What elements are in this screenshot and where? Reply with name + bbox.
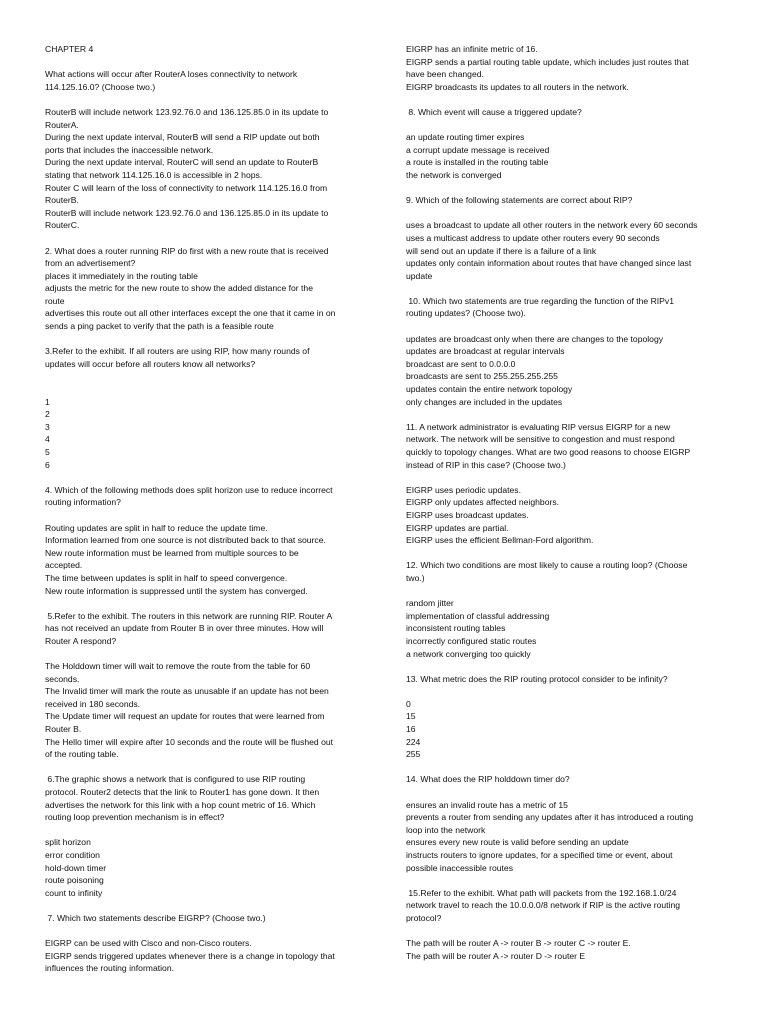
text-line: RouterB will include network 123.92.76.0 and 136.125.85.0 in its update to bbox=[45, 106, 329, 117]
blank-line bbox=[45, 232, 365, 245]
text-line: The Hello timer will expire after 10 seconds and the route will be flushed out bbox=[45, 736, 334, 747]
blank-line bbox=[45, 370, 365, 383]
text-line: sends a ping packet to verify that the path is a feasible route bbox=[45, 321, 274, 332]
text-line: RouterB. bbox=[45, 195, 79, 206]
text-line: advertises this route out all other interfaces except the one that it came in on bbox=[45, 308, 336, 319]
text-line: protocol. Router2 detects that the link to Router1 has gone down. It then bbox=[45, 787, 320, 798]
text-line: ensures an invalid route has a metric of 15 bbox=[406, 799, 568, 810]
blank-line bbox=[45, 761, 365, 774]
text-line: network travel to reach the 10.0.0.0/8 network if RIP is the active routing bbox=[406, 900, 681, 911]
text-line: inconsistent routing tables bbox=[406, 623, 506, 634]
text-line: New route information is suppressed until the system has converged. bbox=[45, 585, 308, 596]
text-line: 6.The graphic shows a network that is configured to use RIP routing bbox=[45, 774, 306, 785]
text-line: The path will be router A -> router B -> router C -> router E. bbox=[406, 938, 631, 949]
text-line: ports that includes the inaccessible network. bbox=[45, 144, 214, 155]
blank-line bbox=[406, 786, 724, 799]
text-line: adjusts the metric for the new route to show the added distance for the bbox=[45, 283, 313, 294]
text-line: 10. Which two statements are true regarding the function of the RIPv1 bbox=[406, 295, 674, 306]
text-line: two.) bbox=[406, 572, 425, 583]
text-line: 2 bbox=[45, 409, 50, 420]
text-line: 14. What does the RIP holddown timer do? bbox=[406, 774, 570, 785]
text-line: RouterC. bbox=[45, 220, 80, 231]
text-line: stating that network 114.125.16.0 is accessible in 2 hops. bbox=[45, 169, 263, 180]
text-line: updates are broadcast at regular intervals bbox=[406, 346, 565, 357]
text-line: The Holddown timer will wait to remove the route from the table for 60 bbox=[45, 661, 311, 672]
text-line: protocol? bbox=[406, 912, 442, 923]
text-line: 2. What does a router running RIP do first with a new route that is received bbox=[45, 245, 329, 256]
text-line: 4. Which of the following methods does split horizon use to reduce incorrect bbox=[45, 484, 333, 495]
text-line: instructs routers to ignore updates, for a specified time or event, about bbox=[406, 850, 673, 860]
text-line: The Invalid timer will mark the route as unusable if an update has not been bbox=[45, 686, 329, 697]
text-line: of the routing table. bbox=[45, 749, 119, 760]
blank-line bbox=[406, 320, 724, 333]
text-line: hold-down timer bbox=[45, 862, 107, 873]
text-line: During the next update interval, RouterC will send an update to RouterB bbox=[45, 157, 319, 168]
text-line: 1 bbox=[45, 396, 50, 407]
text-line: 0 bbox=[406, 698, 411, 709]
text-line: update bbox=[406, 270, 433, 281]
text-line: 4 bbox=[45, 434, 50, 445]
text-line: What actions will occur after RouterA loses connectivity to network bbox=[45, 69, 298, 80]
text-line: a network converging too quickly bbox=[406, 648, 531, 659]
text-line: 5.Refer to the exhibit. The routers in this network are running RIP. Router A bbox=[45, 610, 333, 621]
text-line: 13. What metric does the RIP routing protocol consider to be infinity? bbox=[406, 673, 668, 684]
text-line: 5 bbox=[45, 447, 50, 457]
text-line: ensures every new route is valid before sending an update bbox=[406, 837, 629, 848]
text-line: received in 180 seconds. bbox=[45, 698, 141, 709]
text-line: Information learned from one source is not distributed back to that source. bbox=[45, 535, 326, 546]
text-line: possible inaccessible routes bbox=[406, 862, 514, 873]
text-line: 8. Which event will cause a triggered update? bbox=[406, 106, 582, 117]
text-line: RouterA. bbox=[45, 119, 79, 130]
text-line: RouterB will include network 123.92.76.0 and 136.125.85.0 in its update to bbox=[45, 207, 329, 218]
blank-line bbox=[406, 182, 724, 195]
text-line: EIGRP updates are partial. bbox=[406, 522, 509, 533]
blank-line bbox=[45, 383, 365, 396]
text-line: 3.Refer to the exhibit. If all routers are using RIP, how many rounds of bbox=[45, 346, 310, 357]
blank-line bbox=[406, 761, 724, 774]
text-line: The time between updates is split in half to speed convergence. bbox=[45, 572, 288, 583]
text-line: loop into the network bbox=[406, 824, 486, 835]
blank-line bbox=[45, 899, 365, 912]
text-line: places it immediately in the routing table bbox=[45, 270, 198, 281]
text-line: routing information? bbox=[45, 497, 121, 508]
text-line: only changes are included in the updates bbox=[406, 396, 563, 407]
text-line: incorrectly configured static routes bbox=[406, 635, 537, 646]
text-line: accepted. bbox=[45, 560, 83, 571]
text-line: 3 bbox=[45, 421, 50, 432]
text-line: 12. Which two conditions are most likely to cause a routing loop? (Choose bbox=[406, 560, 688, 571]
blank-line bbox=[406, 685, 724, 698]
blank-line bbox=[45, 333, 365, 346]
text-line: error condition bbox=[45, 850, 100, 860]
text-line: EIGRP broadcasts its updates to all routers in the network. bbox=[406, 81, 629, 92]
text-line: 11. A network administrator is evaluating RIP versus EIGRP for a new bbox=[406, 421, 671, 432]
text-line: 224 bbox=[406, 736, 421, 747]
text-line: a corrupt update message is received bbox=[406, 144, 550, 155]
text-line: a route is installed in the routing table bbox=[406, 157, 549, 168]
blank-line bbox=[406, 471, 724, 484]
blank-line bbox=[406, 660, 724, 673]
blank-line bbox=[45, 824, 365, 837]
text-line: influences the routing information. bbox=[45, 963, 174, 974]
text-line: Router B. bbox=[45, 724, 82, 735]
text-line: EIGRP sends triggered updates whenever there is a change in topology that bbox=[45, 950, 335, 961]
text-line: an update routing timer expires bbox=[406, 132, 525, 143]
text-line: has not received an update from Router B in over three minutes. How will bbox=[45, 623, 324, 634]
text-line: EIGRP has an infinite metric of 16. bbox=[406, 44, 538, 54]
text-line: will send out an update if there is a failure of a link bbox=[406, 245, 597, 256]
text-line: network. The network will be sensitive to congestion and must respond bbox=[406, 434, 675, 445]
text-line: EIGRP can be used with Cisco and non-Cisco routers. bbox=[45, 938, 252, 949]
text-line: EIGRP only updates affected neighbors. bbox=[406, 497, 560, 508]
text-line: EIGRP uses the efficient Bellman-Ford algorithm. bbox=[406, 535, 594, 546]
text-line: broadcasts are sent to 255.255.255.255 bbox=[406, 371, 558, 382]
text-line: routing loop prevention mechanism is in effect? bbox=[45, 812, 225, 823]
text-line: 114.125.16.0? (Choose two.) bbox=[45, 81, 156, 92]
text-line: route bbox=[45, 295, 65, 306]
text-line: advertises the network for this link with a hop count metric of 16. Which bbox=[45, 799, 316, 810]
text-line: instead of RIP in this case? (Choose two.) bbox=[406, 459, 566, 470]
text-line: implementation of classful addressing bbox=[406, 610, 550, 621]
text-line: EIGRP uses periodic updates. bbox=[406, 484, 521, 495]
left-column bbox=[45, 43, 365, 975]
text-line: 16 bbox=[406, 724, 416, 735]
text-line: updates only contain information about routes that have changed since last bbox=[406, 258, 692, 269]
text-line: from an advertisement? bbox=[45, 258, 136, 269]
text-line: count to infinity bbox=[45, 887, 103, 898]
blank-line bbox=[406, 925, 724, 938]
blank-line bbox=[406, 874, 724, 887]
text-line: During the next update interval, RouterB will send a RIP update out both bbox=[45, 132, 320, 143]
text-line: uses a multicast address to update other routers every 90 seconds bbox=[406, 232, 660, 243]
text-line: route poisoning bbox=[45, 875, 104, 886]
text-line: 255 bbox=[406, 749, 421, 760]
blank-line bbox=[45, 597, 365, 610]
blank-line bbox=[406, 585, 724, 598]
blank-line bbox=[406, 282, 724, 295]
text-line: The path will be router A -> router D -> router E bbox=[406, 950, 586, 961]
blank-line bbox=[45, 93, 365, 106]
text-line: random jitter bbox=[406, 598, 454, 609]
text-line: Router A respond? bbox=[45, 635, 117, 646]
text-line: Routing updates are split in half to reduce the update time. bbox=[45, 522, 268, 533]
text-line: New route information must be learned from multiple sources to be bbox=[45, 547, 299, 558]
text-line: uses a broadcast to update all other routers in the network every 60 seconds bbox=[406, 220, 698, 231]
text-line: prevents a router from sending any updates after it has introduced a routing bbox=[406, 812, 694, 823]
text-line: EIGRP sends a partial routing table update, which includes just routes that bbox=[406, 56, 689, 67]
text-line: 9. Which of the following statements are correct about RIP? bbox=[406, 195, 633, 206]
text-line: 6 bbox=[45, 459, 50, 470]
blank-line bbox=[45, 471, 365, 484]
text-line: quickly to topology changes. What are two good reasons to choose EIGRP bbox=[406, 447, 691, 457]
text-line: EIGRP uses broadcast updates. bbox=[406, 509, 529, 520]
text-line: 15.Refer to the exhibit. What path will packets from the 192.168.1.0/24 bbox=[406, 887, 677, 898]
text-line: updates contain the entire network topology bbox=[406, 384, 573, 395]
text-line: Router C will learn of the loss of connectivity to network 114.125.16.0 from bbox=[45, 182, 328, 193]
blank-line bbox=[45, 509, 365, 522]
blank-line bbox=[45, 648, 365, 661]
blank-line bbox=[406, 119, 724, 132]
blank-line bbox=[406, 207, 724, 220]
text-line: broadcast are sent to 0.0.0.0 bbox=[406, 358, 516, 369]
text-line: updates will occur before all routers know all networks? bbox=[45, 358, 256, 369]
blank-line bbox=[406, 408, 724, 421]
blank-line bbox=[45, 925, 365, 938]
text-line: the network is converged bbox=[406, 169, 502, 180]
text-line: split horizon bbox=[45, 837, 91, 848]
blank-line bbox=[45, 56, 365, 69]
text-line: CHAPTER 4 bbox=[45, 44, 94, 54]
text-line: have been changed. bbox=[406, 69, 484, 80]
text-line: seconds. bbox=[45, 673, 80, 684]
text-line: The Update timer will request an update for routes that were learned from bbox=[45, 711, 325, 722]
text-line: 7. Which two statements describe EIGRP? (Choose two.) bbox=[45, 912, 266, 923]
text-line: routing updates? (Choose two). bbox=[406, 308, 526, 319]
text-line: 15 bbox=[406, 711, 416, 722]
blank-line bbox=[406, 93, 724, 106]
blank-line bbox=[406, 547, 724, 560]
text-line: updates are broadcast only when there are changes to the topology bbox=[406, 333, 664, 344]
right-column bbox=[406, 43, 724, 962]
